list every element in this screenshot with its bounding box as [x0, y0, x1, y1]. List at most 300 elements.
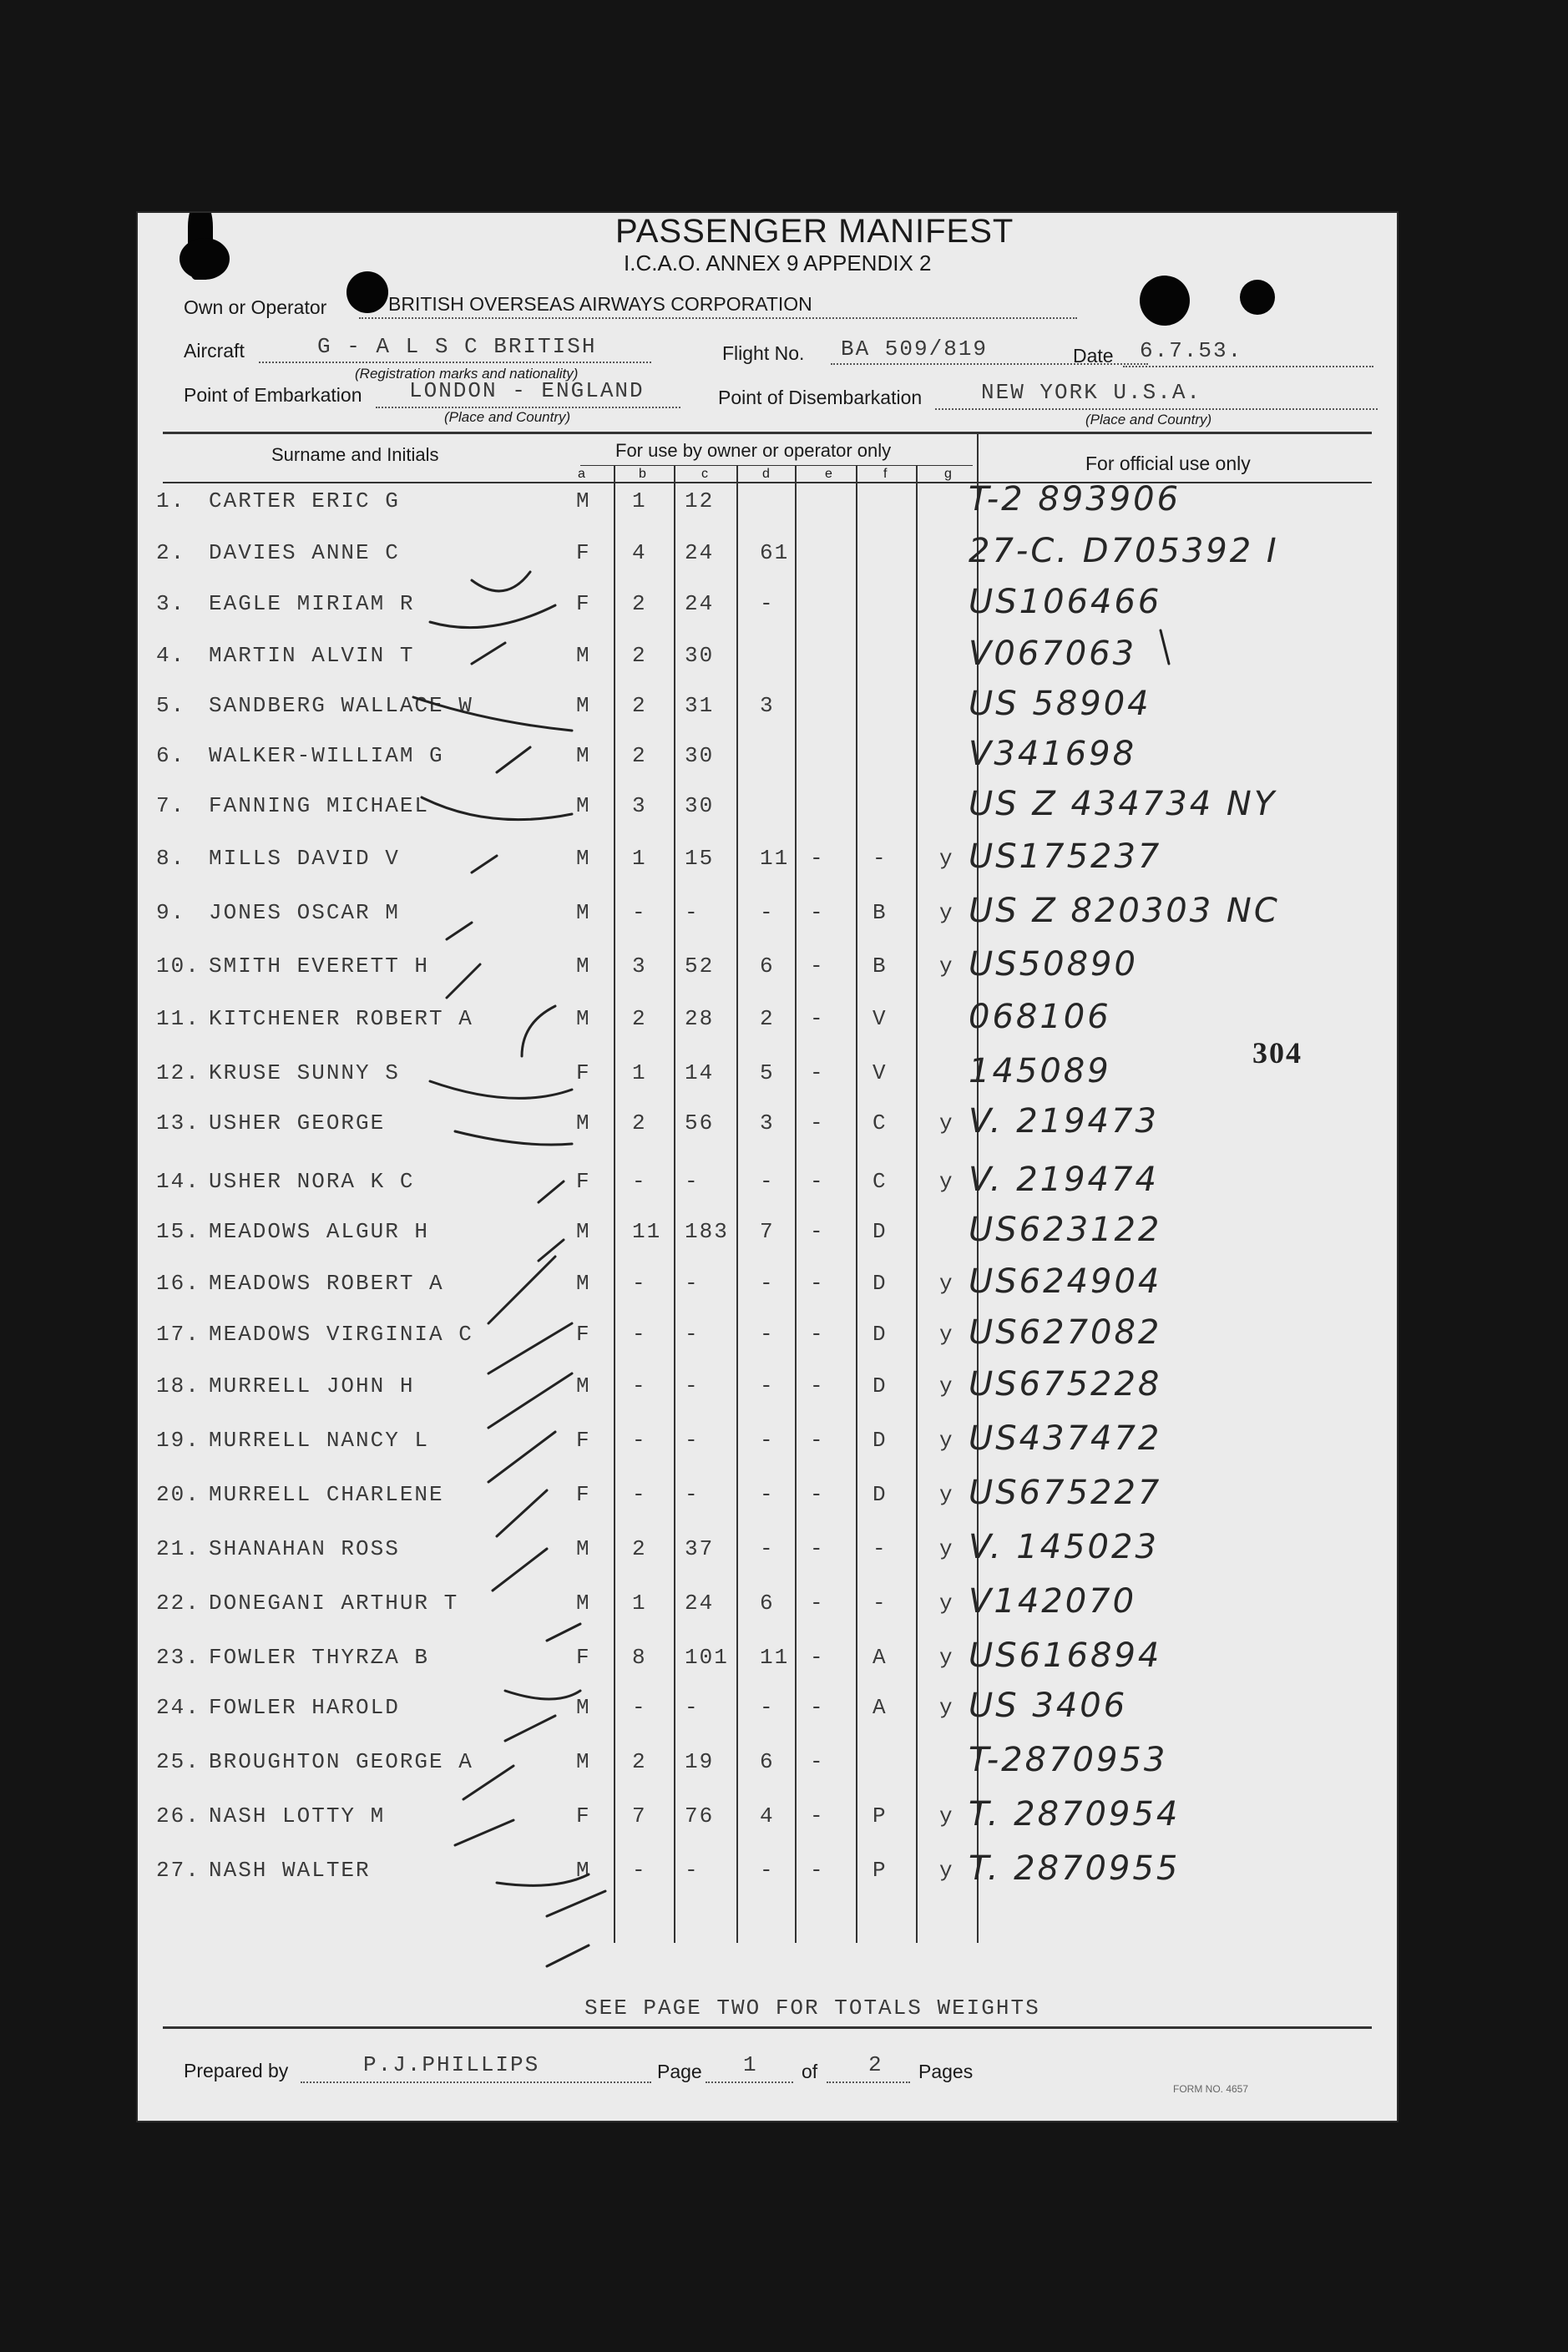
row-number: 25. — [156, 1749, 200, 1774]
col-d-value: - — [760, 1322, 775, 1347]
check-mark — [505, 1691, 580, 1699]
check-marks — [138, 213, 1397, 2121]
col-c-value: 31 — [685, 693, 715, 718]
date-value: 6.7.53. — [1140, 338, 1243, 363]
official-entry: US175237 — [969, 837, 1162, 876]
col-d-value: 6 — [760, 1591, 775, 1616]
col-d-value: 61 — [760, 540, 790, 565]
disembarkation-note: (Place and Country) — [1085, 412, 1212, 427]
official-entry: T-2870953 — [969, 1741, 1168, 1779]
check-mark — [547, 1624, 580, 1641]
check-mark — [505, 1716, 555, 1741]
col-b-value: 3 — [632, 953, 647, 979]
check-mark — [447, 923, 472, 939]
owner-value: BRITISH OVERSEAS AIRWAYS CORPORATION — [388, 293, 812, 315]
col-d-value: 4 — [760, 1803, 775, 1828]
check-mark — [455, 1820, 513, 1845]
col-official-header: For official use only — [1085, 453, 1251, 474]
col-c-value: 19 — [685, 1749, 715, 1774]
col-d-value: 7 — [760, 1219, 775, 1244]
check-mark — [422, 797, 572, 820]
passenger-name: WALKER-WILLIAM G — [209, 743, 444, 768]
col-b-value: 1 — [632, 488, 647, 513]
col-sex-value: F — [576, 1803, 591, 1828]
col-b-value: 2 — [632, 643, 647, 668]
page-value: 1 — [743, 2052, 758, 2077]
col-f-value: D — [873, 1219, 888, 1244]
check-mark — [497, 1490, 547, 1536]
col-sex-value: M — [576, 1536, 591, 1561]
official-entry: US Z 820303 NC — [969, 892, 1280, 930]
sub-col-a: a — [578, 467, 585, 481]
sub-col-e: e — [825, 467, 832, 481]
col-d-value: - — [760, 1858, 775, 1883]
official-entry: 27-C. D705392 I — [969, 532, 1279, 570]
col-c-value: - — [685, 1428, 700, 1453]
col-sex-value: M — [576, 846, 591, 871]
col-e-value: - — [810, 1858, 825, 1883]
col-c-value: 76 — [685, 1803, 715, 1828]
row-number: 22. — [156, 1591, 200, 1616]
official-entry: T. 2870955 — [969, 1849, 1181, 1888]
row-number: 21. — [156, 1536, 200, 1561]
col-g-value: y — [939, 1169, 954, 1194]
passenger-name: FOWLER HAROLD — [209, 1695, 400, 1720]
col-c-value: 37 — [685, 1536, 715, 1561]
col-e-value: - — [810, 1536, 825, 1561]
col-b-value: 2 — [632, 693, 647, 718]
col-b-value: - — [632, 1858, 647, 1883]
col-f-value: C — [873, 1110, 888, 1136]
col-e-value: - — [810, 900, 825, 925]
col-sex-value: F — [576, 1169, 591, 1194]
passenger-name: MURRELL NANCY L — [209, 1428, 430, 1453]
col-g-value: y — [939, 1322, 954, 1347]
col-b-value: - — [632, 1322, 647, 1347]
col-c-value: - — [685, 1482, 700, 1507]
col-sex-value: M — [576, 953, 591, 979]
passenger-name: DONEGANI ARTHUR T — [209, 1591, 459, 1616]
row-number: 26. — [156, 1803, 200, 1828]
col-b-value: 2 — [632, 591, 647, 616]
col-c-value: 183 — [685, 1219, 729, 1244]
row-number: 10. — [156, 953, 200, 979]
col-e-value: - — [810, 1803, 825, 1828]
passenger-name: EAGLE MIRIAM R — [209, 591, 415, 616]
col-c-value: - — [685, 1169, 700, 1194]
col-g-value: y — [939, 953, 954, 979]
col-c-value: 24 — [685, 540, 715, 565]
col-f-value: V — [873, 1060, 888, 1085]
official-entry: 145089 — [969, 1052, 1111, 1090]
col-e-value: - — [810, 1219, 825, 1244]
check-mark — [1161, 630, 1169, 664]
manifest-sheet — [138, 213, 1397, 2121]
col-d-value: - — [760, 1428, 775, 1453]
check-mark — [488, 1257, 555, 1323]
col-f-value: D — [873, 1322, 888, 1347]
col-b-value: - — [632, 1482, 647, 1507]
totals-note: SEE PAGE TWO FOR TOTALS WEIGHTS — [584, 1995, 1040, 2021]
col-b-value: 3 — [632, 793, 647, 818]
col-g-value: y — [939, 1110, 954, 1136]
col-c-value: 30 — [685, 743, 715, 768]
col-g-value: y — [939, 900, 954, 925]
row-number: 13. — [156, 1110, 200, 1136]
col-c-value: - — [685, 900, 700, 925]
col-d-value: - — [760, 1271, 775, 1296]
col-c-value: - — [685, 1322, 700, 1347]
col-e-value: - — [810, 1373, 825, 1399]
check-mark — [488, 1323, 572, 1373]
passenger-name: SANDBERG WALLACE W — [209, 693, 473, 718]
col-sex-value: M — [576, 900, 591, 925]
col-b-value: 2 — [632, 743, 647, 768]
col-d-value: 5 — [760, 1060, 775, 1085]
aircraft-note: (Registration marks and nationality) — [355, 366, 579, 382]
col-e-value: - — [810, 1006, 825, 1031]
col-b-value: 2 — [632, 1006, 647, 1031]
passenger-name: SMITH EVERETT H — [209, 953, 430, 979]
check-mark — [447, 964, 480, 998]
col-surname-header: Surname and Initials — [271, 444, 439, 465]
col-f-value: - — [873, 1591, 888, 1616]
flight-label: Flight No. — [722, 342, 805, 364]
col-e-value: - — [810, 1645, 825, 1670]
sub-col-b: b — [639, 467, 646, 481]
check-mark — [472, 572, 530, 591]
disembarkation-label: Point of Disembarkation — [718, 387, 923, 408]
col-sex-value: M — [576, 1591, 591, 1616]
check-mark — [463, 1766, 513, 1799]
official-entry: T. 2870954 — [969, 1795, 1181, 1834]
passenger-name: FOWLER THYRZA B — [209, 1645, 430, 1670]
check-mark — [547, 1945, 589, 1966]
col-g-value: y — [939, 1858, 954, 1883]
col-sex-value: M — [576, 1271, 591, 1296]
aircraft-label: Aircraft — [184, 340, 245, 362]
col-sex-value: M — [576, 1373, 591, 1399]
passenger-name: BROUGHTON GEORGE A — [209, 1749, 473, 1774]
col-e-value: - — [810, 1060, 825, 1085]
passenger-name: NASH WALTER — [209, 1858, 371, 1883]
check-mark — [539, 1181, 564, 1202]
official-entry: US624904 — [969, 1262, 1162, 1301]
row-number: 9. — [156, 900, 186, 925]
official-entry: V142070 — [969, 1582, 1137, 1621]
margin-number: 304 — [1252, 1036, 1302, 1070]
col-sex-value: M — [576, 643, 591, 668]
official-entry: V341698 — [969, 735, 1137, 773]
official-entry: US627082 — [969, 1313, 1162, 1352]
passenger-name: MARTIN ALVIN T — [209, 643, 415, 668]
col-e-value: - — [810, 1749, 825, 1774]
col-e-value: - — [810, 1482, 825, 1507]
date-label: Date — [1073, 345, 1114, 367]
col-d-value: 11 — [760, 1645, 790, 1670]
passenger-name: DAVIES ANNE C — [209, 540, 400, 565]
check-mark — [455, 1131, 572, 1145]
official-entry: V. 145023 — [969, 1528, 1159, 1566]
col-e-value: - — [810, 1169, 825, 1194]
passenger-name: KRUSE SUNNY S — [209, 1060, 400, 1085]
official-entry: US50890 — [969, 945, 1138, 984]
col-b-value: 7 — [632, 1803, 647, 1828]
col-b-value: - — [632, 1695, 647, 1720]
check-mark — [472, 643, 505, 664]
col-d-value: 11 — [760, 846, 790, 871]
check-mark — [413, 697, 572, 731]
col-f-value: P — [873, 1858, 888, 1883]
embarkation-label: Point of Embarkation — [184, 384, 362, 406]
col-g-value: y — [939, 1482, 954, 1507]
official-entry: US616894 — [969, 1636, 1162, 1675]
passenger-name: MURRELL JOHN H — [209, 1373, 415, 1399]
official-entry: US623122 — [969, 1211, 1162, 1249]
check-mark — [430, 605, 555, 628]
col-f-value: B — [873, 900, 888, 925]
check-mark — [497, 1874, 589, 1885]
embarkation-note: (Place and Country) — [444, 409, 571, 425]
col-sex-value: F — [576, 1322, 591, 1347]
official-entry: V067063 — [969, 635, 1137, 673]
col-c-value: - — [685, 1695, 700, 1720]
col-c-value: 15 — [685, 846, 715, 871]
row-number: 14. — [156, 1169, 200, 1194]
col-e-value: - — [810, 846, 825, 871]
col-sex-value: M — [576, 793, 591, 818]
col-d-value: 3 — [760, 693, 775, 718]
passenger-name: USHER GEORGE — [209, 1110, 386, 1136]
col-d-value: - — [760, 900, 775, 925]
col-f-value: - — [873, 1536, 888, 1561]
page-subtitle: I.C.A.O. ANNEX 9 APPENDIX 2 — [624, 250, 932, 276]
official-entry: US 58904 — [969, 685, 1151, 723]
row-number: 11. — [156, 1006, 200, 1031]
sub-col-f: f — [883, 467, 888, 481]
col-g-value: y — [939, 1373, 954, 1399]
col-e-value: - — [810, 1695, 825, 1720]
col-d-value: - — [760, 1169, 775, 1194]
official-entry: V. 219474 — [969, 1161, 1159, 1199]
col-f-value: A — [873, 1645, 888, 1670]
col-d-value: - — [760, 1373, 775, 1399]
passenger-name: FANNING MICHAEL — [209, 793, 430, 818]
col-c-value: - — [685, 1373, 700, 1399]
col-d-value: 2 — [760, 1006, 775, 1031]
col-e-value: - — [810, 953, 825, 979]
owner-label: Own or Operator — [184, 296, 327, 318]
col-sex-value: F — [576, 1060, 591, 1085]
col-b-value: 2 — [632, 1749, 647, 1774]
check-mark — [493, 1549, 547, 1591]
form-number: FORM NO. 4657 — [1173, 2083, 1249, 2095]
col-d-value: 6 — [760, 953, 775, 979]
passenger-name: NASH LOTTY M — [209, 1803, 386, 1828]
col-e-value: - — [810, 1110, 825, 1136]
col-b-value: 11 — [632, 1219, 662, 1244]
col-g-value: y — [939, 1271, 954, 1296]
col-f-value: A — [873, 1695, 888, 1720]
row-number: 15. — [156, 1219, 200, 1244]
check-mark — [488, 1432, 555, 1482]
col-f-value: - — [873, 846, 888, 871]
official-entry: US437472 — [969, 1419, 1162, 1458]
check-mark — [539, 1240, 564, 1261]
col-f-value: D — [873, 1271, 888, 1296]
check-mark — [430, 1081, 572, 1098]
passenger-name: MURRELL CHARLENE — [209, 1482, 444, 1507]
col-b-value: 1 — [632, 846, 647, 871]
row-number: 17. — [156, 1322, 200, 1347]
check-mark — [522, 1006, 555, 1056]
official-entry: US106466 — [969, 583, 1162, 621]
col-c-value: 30 — [685, 643, 715, 668]
col-e-value: - — [810, 1271, 825, 1296]
col-d-value: - — [760, 591, 775, 616]
sub-col-d: d — [762, 467, 770, 481]
col-g-value: y — [939, 846, 954, 871]
col-d-value: 6 — [760, 1749, 775, 1774]
col-c-value: - — [685, 1271, 700, 1296]
row-number: 19. — [156, 1428, 200, 1453]
col-sex-value: M — [576, 1695, 591, 1720]
col-d-value: - — [760, 1482, 775, 1507]
page-label: Page — [657, 2061, 702, 2082]
flight-value: BA 509/819 — [841, 336, 989, 362]
of-label: of — [802, 2061, 818, 2082]
sub-col-c: c — [701, 467, 708, 481]
passenger-name: SHANAHAN ROSS — [209, 1536, 400, 1561]
col-c-value: 24 — [685, 591, 715, 616]
passenger-name: CARTER ERIC G — [209, 488, 400, 513]
col-f-value: D — [873, 1482, 888, 1507]
col-sex-value: M — [576, 693, 591, 718]
embarkation-value: LONDON - ENGLAND — [409, 378, 645, 403]
col-b-value: 2 — [632, 1536, 647, 1561]
col-b-value: 4 — [632, 540, 647, 565]
row-number: 8. — [156, 846, 186, 871]
official-entry: US 3406 — [969, 1687, 1128, 1725]
col-sex-value: M — [576, 1749, 591, 1774]
col-c-value: 28 — [685, 1006, 715, 1031]
col-b-value: - — [632, 1373, 647, 1399]
check-mark — [497, 747, 530, 772]
official-entry: T-2 893906 — [969, 480, 1181, 518]
col-e-value: - — [810, 1322, 825, 1347]
col-e-value: - — [810, 1591, 825, 1616]
col-d-value: - — [760, 1536, 775, 1561]
passenger-name: JONES OSCAR M — [209, 900, 400, 925]
col-d-value: 3 — [760, 1110, 775, 1136]
check-mark — [547, 1891, 605, 1916]
col-f-value: D — [873, 1428, 888, 1453]
col-c-value: 12 — [685, 488, 715, 513]
col-c-value: 14 — [685, 1060, 715, 1085]
col-sex-value: F — [576, 1428, 591, 1453]
official-entry: 068106 — [969, 998, 1111, 1036]
sub-col-g: g — [944, 467, 952, 481]
col-f-value: V — [873, 1006, 888, 1031]
col-sex-value: F — [576, 1645, 591, 1670]
passenger-name: MEADOWS VIRGINIA C — [209, 1322, 473, 1347]
col-g-value: y — [939, 1645, 954, 1670]
row-number: 7. — [156, 793, 186, 818]
check-mark — [488, 1373, 572, 1428]
passenger-name: MEADOWS ROBERT A — [209, 1271, 444, 1296]
row-number: 4. — [156, 643, 186, 668]
row-number: 5. — [156, 693, 186, 718]
col-g-value: y — [939, 1803, 954, 1828]
row-number: 6. — [156, 743, 186, 768]
col-b-value: - — [632, 900, 647, 925]
official-entry: V. 219473 — [969, 1102, 1159, 1141]
col-sex-value: F — [576, 1482, 591, 1507]
row-number: 23. — [156, 1645, 200, 1670]
prepared-value: P.J.PHILLIPS — [363, 2052, 540, 2077]
col-f-value: P — [873, 1803, 888, 1828]
col-g-value: y — [939, 1591, 954, 1616]
col-g-value: y — [939, 1428, 954, 1453]
passenger-name: MEADOWS ALGUR H — [209, 1219, 430, 1244]
official-entry: US Z 434734 NY — [969, 785, 1277, 823]
col-d-value: - — [760, 1695, 775, 1720]
col-b-value: - — [632, 1271, 647, 1296]
col-b-value: - — [632, 1428, 647, 1453]
col-b-value: 8 — [632, 1645, 647, 1670]
row-number: 1. — [156, 488, 186, 513]
col-c-value: 56 — [685, 1110, 715, 1136]
official-entry: US675228 — [969, 1365, 1162, 1404]
col-g-value: y — [939, 1536, 954, 1561]
row-number: 3. — [156, 591, 186, 616]
row-number: 2. — [156, 540, 186, 565]
row-number: 27. — [156, 1858, 200, 1883]
col-e-value: - — [810, 1428, 825, 1453]
row-number: 20. — [156, 1482, 200, 1507]
col-sex-value: M — [576, 1858, 591, 1883]
row-number: 18. — [156, 1373, 200, 1399]
passenger-name: USHER NORA K C — [209, 1169, 415, 1194]
aircraft-value: G - A L S C BRITISH — [317, 334, 597, 359]
col-c-value: - — [685, 1858, 700, 1883]
row-number: 16. — [156, 1271, 200, 1296]
disembarkation-value: NEW YORK U.S.A. — [981, 380, 1202, 405]
col-c-value: 30 — [685, 793, 715, 818]
check-mark — [472, 856, 497, 873]
of-value: 2 — [868, 2052, 883, 2077]
col-c-value: 101 — [685, 1645, 729, 1670]
official-entry: US675227 — [969, 1474, 1162, 1512]
col-sex-value: M — [576, 1219, 591, 1244]
col-sex-value: M — [576, 488, 591, 513]
pages-label: Pages — [918, 2061, 974, 2082]
row-number: 12. — [156, 1060, 200, 1085]
prepared-label: Prepared by — [184, 2060, 289, 2081]
col-c-value: 52 — [685, 953, 715, 979]
col-f-value: D — [873, 1373, 888, 1399]
col-b-value: - — [632, 1169, 647, 1194]
col-owner-header: For use by owner or operator only — [615, 440, 892, 461]
col-g-value: y — [939, 1695, 954, 1720]
col-sex-value: M — [576, 1110, 591, 1136]
col-b-value: 1 — [632, 1591, 647, 1616]
passenger-name: MILLS DAVID V — [209, 846, 400, 871]
col-f-value: C — [873, 1169, 888, 1194]
col-sex-value: F — [576, 540, 591, 565]
col-c-value: 24 — [685, 1591, 715, 1616]
col-sex-value: M — [576, 743, 591, 768]
